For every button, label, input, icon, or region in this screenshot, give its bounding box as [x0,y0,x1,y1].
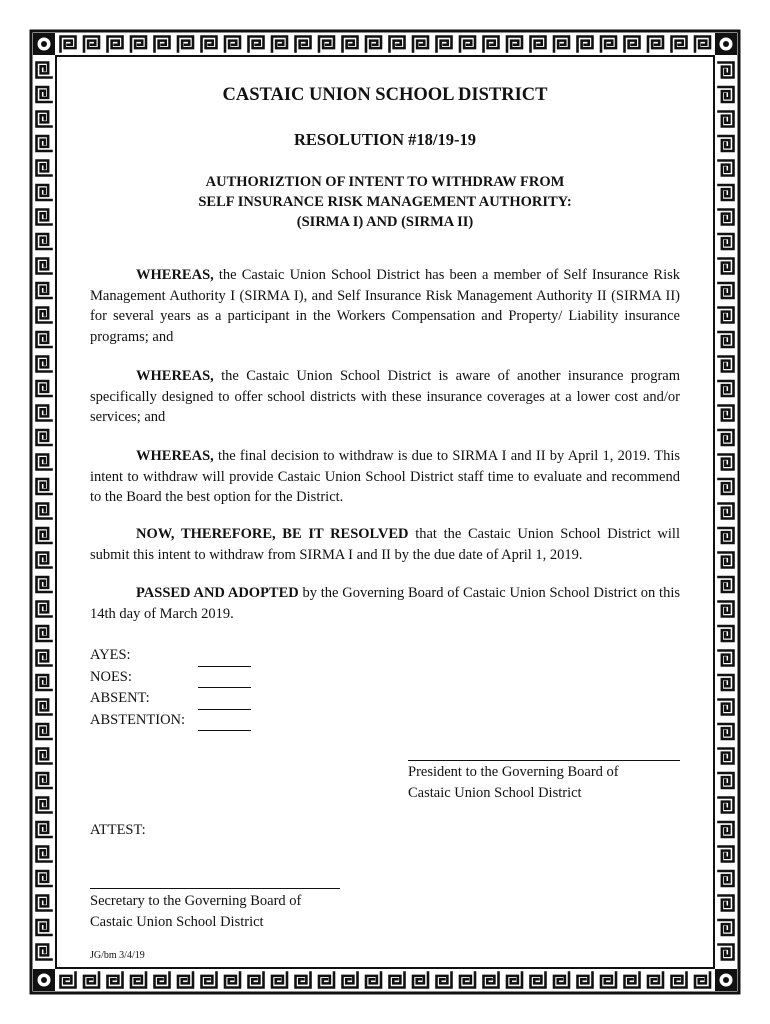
vote-label: NOES: [90,668,132,685]
vote-blank-absent[interactable] [198,694,251,710]
vote-blank-abstention[interactable] [198,715,251,731]
secretary-title: Secretary to the Governing Board of [90,893,302,909]
paragraph-lead: PASSED AND ADOPTED [136,585,299,601]
vote-label: ABSENT: [90,690,150,706]
paragraph-text: the final decision to withdraw is due to SIRMA I and II by April 1, 2019. This intent to withdraw will provide Castaic Union School District staff time to evaluate and recommend to the Board the best option for the District. [90,448,680,505]
footer-reference: JG/bm 3/4/19 [90,950,145,961]
vote-blank-noes[interactable] [198,672,251,688]
secretary-signature-block [90,891,301,933]
paragraph-lead: WHEREAS, [136,368,214,384]
adopted-paragraph [90,583,680,624]
vote-label: AYES: [90,647,131,663]
district-title: CASTAIC UNION SCHOOL DISTRICT [222,85,548,105]
subject-line: SELF INSURANCE RISK MANAGEMENT AUTHORITY: [198,194,572,210]
resolved-paragraph [90,524,680,565]
paragraph-lead: WHEREAS, [136,448,214,464]
resolution-subject [90,172,680,232]
secretary-signature-line[interactable] [90,888,340,889]
vote-row-noes [90,667,251,689]
paragraph-text: that the Castaic Union School District will submit this intent to withdraw from SIRMA I and II by the due date of April 1, 2019. [90,526,680,563]
subject-line: (SIRMA I) AND (SIRMA II) [296,214,474,230]
secretary-org: Castaic Union School District [90,914,264,930]
paragraph-lead: NOW, THEREFORE, BE IT RESOLVED [136,526,409,542]
whereas-paragraph-alternative [90,366,680,428]
paragraph-text: the Castaic Union School District is aware of another insurance program specifically designed to offer school districts with these insurance coverages at a lower cost and/or services; and [90,368,680,425]
vote-row-ayes [90,645,251,667]
vote-blank-ayes[interactable] [198,651,251,667]
vote-row-absent [90,688,251,710]
whereas-paragraph-membership [90,265,680,347]
vote-tally [90,645,251,731]
president-signature-line[interactable] [408,760,680,761]
president-signature-block [408,762,619,804]
paragraph-text: the Castaic Union School District has been a member of Self Insurance Risk Management Authority I (SIRMA I), and Self Insurance Risk Management Authority II (SIRMA II) for several years as a participant in the Workers Compensation and Property/ Liability insurance programs; and [90,267,680,345]
attest-label: ATTEST: [90,822,146,838]
president-title: President to the Governing Board of [408,764,619,780]
subject-line: AUTHORIZTION OF INTENT TO WITHDRAW FROM [205,174,565,190]
vote-row-abstention [90,710,251,732]
vote-label: ABSTENTION: [90,711,186,728]
resolution-number: RESOLUTION #18/19-19 [294,130,476,149]
paragraph-lead: WHEREAS, [136,267,214,283]
paragraph-text: by the Governing Board of Castaic Union School District on this 14th day of March 2019. [90,585,680,622]
president-org: Castaic Union School District [408,785,582,801]
whereas-paragraph-deadline [90,446,680,508]
